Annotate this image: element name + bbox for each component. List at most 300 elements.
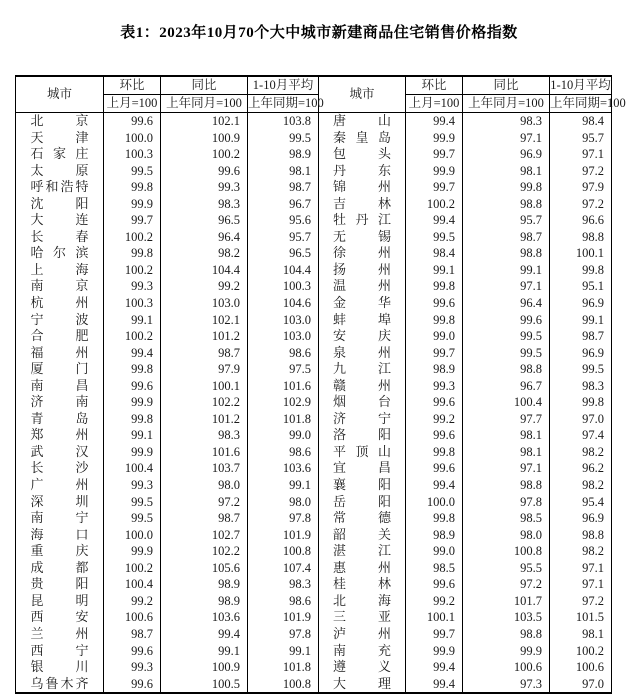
index-value-cell: 99.9 <box>104 196 161 213</box>
city-cell: 徐 州 <box>319 245 406 262</box>
index-value-cell: 102.9 <box>248 394 319 411</box>
index-value-cell: 99.5 <box>104 494 161 511</box>
index-value-cell: 98.7 <box>550 328 612 345</box>
index-value-cell: 102.2 <box>161 543 248 560</box>
index-value-cell: 100.5 <box>161 676 248 694</box>
index-value-cell: 101.5 <box>550 609 612 626</box>
index-value-cell: 97.2 <box>550 163 612 180</box>
index-value-cell: 100.3 <box>248 278 319 295</box>
index-value-cell: 100.6 <box>104 609 161 626</box>
col-header-mom-right: 环比 <box>406 76 463 95</box>
city-cell: 武 汉 <box>30 443 89 459</box>
index-value-cell: 99.4 <box>406 659 463 676</box>
index-value-cell: 97.1 <box>463 130 550 147</box>
city-cell: 常 德 <box>319 510 406 527</box>
city-cell: 西 安 <box>30 609 89 625</box>
index-value-cell: 99.2 <box>104 593 161 610</box>
city-cell: 赣 州 <box>319 378 406 395</box>
city-cell: 金 华 <box>319 295 406 312</box>
index-value-cell: 103.0 <box>248 328 319 345</box>
city-cell: 厦 门 <box>30 361 89 377</box>
city-cell: 温 州 <box>319 278 406 295</box>
city-cell: 长 沙 <box>30 460 89 476</box>
col-subheader-mom-base-right: 上月=100 <box>406 95 463 113</box>
city-cell: 扬 州 <box>319 262 406 279</box>
index-value-cell: 98.7 <box>104 626 161 643</box>
city-cell: 宁 波 <box>30 311 89 327</box>
index-value-cell: 97.1 <box>550 560 612 577</box>
index-value-cell: 98.9 <box>406 527 463 544</box>
city-cell: 九 江 <box>319 361 406 378</box>
table-row <box>16 345 612 362</box>
city-cell: 北 京 <box>30 113 89 128</box>
index-value-cell: 99.8 <box>406 278 463 295</box>
index-value-cell: 99.5 <box>104 510 161 527</box>
index-value-cell: 99.6 <box>406 427 463 444</box>
index-value-cell: 100.2 <box>104 229 161 246</box>
col-subheader-yoy-base-left: 上年同月=100 <box>161 95 248 113</box>
city-cell: 福 州 <box>30 344 89 360</box>
index-value-cell: 100.8 <box>463 543 550 560</box>
city-cell: 石 家 庄 <box>30 146 89 162</box>
index-value-cell: 98.4 <box>406 245 463 262</box>
city-cell: 天 津 <box>30 129 89 145</box>
city-cell: 秦 皇 岛 <box>319 130 406 147</box>
table-row <box>16 626 612 643</box>
index-value-cell: 103.8 <box>248 113 319 130</box>
index-value-cell: 99.6 <box>104 378 161 395</box>
index-value-cell: 98.2 <box>161 245 248 262</box>
index-value-cell: 97.1 <box>550 576 612 593</box>
index-value-cell: 99.6 <box>104 643 161 660</box>
index-value-cell: 102.2 <box>161 394 248 411</box>
index-value-cell: 98.1 <box>463 444 550 461</box>
index-value-cell: 97.3 <box>463 676 550 694</box>
table-row <box>16 576 612 593</box>
index-value-cell: 98.8 <box>463 245 550 262</box>
index-value-cell: 95.7 <box>248 229 319 246</box>
index-value-cell: 99.6 <box>104 676 161 694</box>
index-value-cell: 99.1 <box>248 477 319 494</box>
index-value-cell: 97.0 <box>550 676 612 694</box>
table-row <box>16 427 612 444</box>
index-value-cell: 99.1 <box>104 427 161 444</box>
index-value-cell: 98.5 <box>406 560 463 577</box>
index-value-cell: 98.8 <box>463 626 550 643</box>
city-cell: 岳 阳 <box>319 494 406 511</box>
table-row <box>16 278 612 295</box>
city-cell: 大 连 <box>30 212 89 228</box>
index-value-cell: 97.2 <box>463 576 550 593</box>
city-cell: 南 京 <box>30 278 89 294</box>
index-value-cell: 98.6 <box>248 444 319 461</box>
index-value-cell: 100.4 <box>104 460 161 477</box>
index-value-cell: 95.5 <box>463 560 550 577</box>
index-value-cell: 99.1 <box>550 312 612 329</box>
city-cell: 吉 林 <box>319 196 406 213</box>
table-header <box>16 76 626 113</box>
index-value-cell: 99.6 <box>463 312 550 329</box>
city-cell: 惠 州 <box>319 560 406 577</box>
col-header-mom-left: 环比 <box>104 76 161 95</box>
index-value-cell: 97.9 <box>550 179 612 196</box>
index-value-cell: 99.8 <box>104 245 161 262</box>
index-value-cell: 100.0 <box>104 527 161 544</box>
index-value-cell: 100.4 <box>104 576 161 593</box>
index-value-cell: 99.7 <box>406 345 463 362</box>
index-value-cell: 103.0 <box>161 295 248 312</box>
index-value-cell: 99.9 <box>463 643 550 660</box>
city-cell: 成 都 <box>30 559 89 575</box>
index-value-cell: 97.9 <box>161 361 248 378</box>
table-row <box>16 659 612 676</box>
table-row <box>16 328 612 345</box>
index-value-cell: 99.3 <box>104 477 161 494</box>
city-cell: 湛 江 <box>319 543 406 560</box>
index-value-cell: 98.3 <box>161 196 248 213</box>
index-value-cell: 99.6 <box>406 295 463 312</box>
index-value-cell: 99.3 <box>406 378 463 395</box>
index-value-cell: 95.7 <box>463 212 550 229</box>
index-value-cell: 97.1 <box>463 460 550 477</box>
index-value-cell: 96.9 <box>463 146 550 163</box>
index-value-cell: 98.0 <box>463 527 550 544</box>
index-value-cell: 99.9 <box>104 394 161 411</box>
table-row <box>16 163 612 180</box>
index-value-cell: 99.8 <box>550 262 612 279</box>
city-cell: 襄 阳 <box>319 477 406 494</box>
index-value-cell: 100.2 <box>104 262 161 279</box>
index-value-cell: 96.9 <box>550 295 612 312</box>
index-value-cell: 99.9 <box>104 543 161 560</box>
index-value-cell: 99.4 <box>406 113 463 130</box>
col-header-city-left: 城市 <box>16 76 104 113</box>
table-row <box>16 543 612 560</box>
index-value-cell: 99.7 <box>406 626 463 643</box>
index-value-cell: 99.6 <box>104 113 161 130</box>
index-value-cell: 102.1 <box>161 113 248 130</box>
index-value-cell: 97.1 <box>550 146 612 163</box>
index-value-cell: 104.4 <box>248 262 319 279</box>
index-value-cell: 98.8 <box>463 477 550 494</box>
index-value-cell: 99.9 <box>406 130 463 147</box>
index-value-cell: 95.1 <box>550 278 612 295</box>
city-cell: 大 理 <box>319 676 406 694</box>
index-value-cell: 99.8 <box>463 179 550 196</box>
index-value-cell: 99.0 <box>248 427 319 444</box>
index-value-cell: 99.5 <box>463 345 550 362</box>
index-value-cell: 98.7 <box>161 510 248 527</box>
index-value-cell: 100.9 <box>161 659 248 676</box>
index-value-cell: 100.1 <box>406 609 463 626</box>
index-value-cell: 103.0 <box>248 312 319 329</box>
index-value-cell: 99.2 <box>161 278 248 295</box>
index-value-cell: 97.8 <box>463 494 550 511</box>
table-row <box>16 130 612 147</box>
city-cell: 海 口 <box>30 526 89 542</box>
table-row <box>16 378 612 395</box>
table-row <box>16 113 612 130</box>
price-index-table <box>15 75 626 694</box>
index-value-cell: 99.4 <box>104 345 161 362</box>
index-value-cell: 99.8 <box>104 179 161 196</box>
index-value-cell: 102.1 <box>161 312 248 329</box>
index-value-cell: 97.8 <box>248 626 319 643</box>
col-subheader-avg-base-right: 上年同期=100 <box>550 95 612 113</box>
index-value-cell: 99.7 <box>406 179 463 196</box>
index-value-cell: 99.3 <box>161 179 248 196</box>
city-cell: 韶 关 <box>319 527 406 544</box>
table-row <box>16 179 612 196</box>
city-cell: 桂 林 <box>319 576 406 593</box>
table-row <box>16 593 612 610</box>
index-value-cell: 100.9 <box>161 130 248 147</box>
table-row <box>16 245 612 262</box>
index-value-cell: 97.2 <box>161 494 248 511</box>
index-value-cell: 98.3 <box>463 113 550 130</box>
index-value-cell: 99.2 <box>406 593 463 610</box>
index-value-cell: 100.3 <box>104 295 161 312</box>
index-value-cell: 99.6 <box>406 460 463 477</box>
index-value-cell: 100.0 <box>104 130 161 147</box>
index-value-cell: 99.8 <box>550 394 612 411</box>
table-row <box>16 361 612 378</box>
city-cell: 哈 尔 滨 <box>30 245 89 261</box>
index-value-cell: 99.1 <box>248 643 319 660</box>
city-cell: 合 肥 <box>30 328 89 344</box>
page-title: 表1：2023年10月70个大中城市新建商品住宅销售价格指数 <box>120 25 518 41</box>
table-body <box>16 113 612 694</box>
table-row <box>16 394 612 411</box>
index-value-cell: 99.1 <box>463 262 550 279</box>
index-value-cell: 100.2 <box>406 196 463 213</box>
city-cell: 安 庆 <box>319 328 406 345</box>
index-value-cell: 98.0 <box>248 494 319 511</box>
city-cell: 遵 义 <box>319 659 406 676</box>
index-value-cell: 95.4 <box>550 494 612 511</box>
city-cell: 西 宁 <box>30 642 89 658</box>
index-value-cell: 96.2 <box>550 460 612 477</box>
index-value-cell: 99.5 <box>406 229 463 246</box>
city-cell: 上 海 <box>30 261 89 277</box>
index-value-cell: 100.8 <box>248 676 319 694</box>
index-value-cell: 99.5 <box>550 361 612 378</box>
city-cell: 兰 州 <box>30 625 89 641</box>
index-value-cell: 99.8 <box>406 444 463 461</box>
index-value-cell: 98.3 <box>248 576 319 593</box>
index-value-cell: 101.6 <box>161 444 248 461</box>
index-value-cell: 99.8 <box>406 510 463 527</box>
index-value-cell: 98.9 <box>248 146 319 163</box>
index-value-cell: 96.6 <box>550 212 612 229</box>
index-value-cell: 99.8 <box>104 361 161 378</box>
col-subheader-yoy-base-right: 上年同月=100 <box>463 95 550 113</box>
city-cell: 泸 州 <box>319 626 406 643</box>
index-value-cell: 98.9 <box>161 593 248 610</box>
city-cell: 深 圳 <box>30 493 89 509</box>
table-row <box>16 229 612 246</box>
col-header-avg-left: 1-10月平均 <box>248 76 319 95</box>
index-value-cell: 96.5 <box>248 245 319 262</box>
index-value-cell: 99.2 <box>406 411 463 428</box>
index-value-cell: 99.0 <box>406 328 463 345</box>
index-value-cell: 100.6 <box>550 659 612 676</box>
table-row <box>16 527 612 544</box>
index-value-cell: 99.1 <box>406 262 463 279</box>
city-cell: 广 州 <box>30 477 89 493</box>
index-value-cell: 98.3 <box>550 378 612 395</box>
index-value-cell: 98.8 <box>550 527 612 544</box>
table-row <box>16 676 612 694</box>
index-value-cell: 97.7 <box>463 411 550 428</box>
index-value-cell: 98.1 <box>463 427 550 444</box>
index-value-cell: 99.1 <box>161 643 248 660</box>
index-value-cell: 101.8 <box>248 659 319 676</box>
city-cell: 杭 州 <box>30 295 89 311</box>
index-value-cell: 98.9 <box>406 361 463 378</box>
index-value-cell: 101.9 <box>248 527 319 544</box>
index-value-cell: 103.6 <box>248 460 319 477</box>
index-value-cell: 103.6 <box>161 609 248 626</box>
index-value-cell: 102.7 <box>161 527 248 544</box>
index-value-cell: 98.8 <box>463 196 550 213</box>
index-value-cell: 98.1 <box>550 626 612 643</box>
index-value-cell: 99.8 <box>406 312 463 329</box>
table-row <box>16 312 612 329</box>
city-cell: 无 锡 <box>319 229 406 246</box>
city-cell: 昆 明 <box>30 592 89 608</box>
city-cell: 蚌 埠 <box>319 312 406 329</box>
index-value-cell: 100.1 <box>550 245 612 262</box>
header-row-2 <box>16 95 612 113</box>
index-value-cell: 103.7 <box>161 460 248 477</box>
table-row <box>16 477 612 494</box>
index-value-cell: 99.6 <box>161 163 248 180</box>
index-value-cell: 97.2 <box>550 196 612 213</box>
city-cell: 沈 阳 <box>30 195 89 211</box>
city-cell: 包 头 <box>319 146 406 163</box>
table-row <box>16 510 612 527</box>
index-value-cell: 105.6 <box>161 560 248 577</box>
city-cell: 丹 东 <box>319 163 406 180</box>
city-cell: 南 昌 <box>30 377 89 393</box>
index-value-cell: 96.4 <box>161 229 248 246</box>
index-value-cell: 99.1 <box>104 312 161 329</box>
index-value-cell: 100.6 <box>463 659 550 676</box>
index-value-cell: 96.7 <box>248 196 319 213</box>
index-value-cell: 98.1 <box>463 163 550 180</box>
city-cell: 烟 台 <box>319 394 406 411</box>
table-row <box>16 295 612 312</box>
city-cell: 太 原 <box>30 162 89 178</box>
index-value-cell: 96.7 <box>463 378 550 395</box>
index-value-cell: 99.4 <box>406 477 463 494</box>
index-value-cell: 99.0 <box>406 543 463 560</box>
index-value-cell: 107.4 <box>248 560 319 577</box>
index-value-cell: 101.7 <box>463 593 550 610</box>
city-cell: 青 岛 <box>30 410 89 426</box>
city-cell: 济 宁 <box>319 411 406 428</box>
index-value-cell: 99.5 <box>463 328 550 345</box>
index-value-cell: 99.4 <box>161 626 248 643</box>
index-value-cell: 100.0 <box>406 494 463 511</box>
city-cell: 郑 州 <box>30 427 89 443</box>
index-value-cell: 100.4 <box>463 394 550 411</box>
col-header-city-right: 城市 <box>319 76 406 113</box>
city-cell: 平 顶 山 <box>319 444 406 461</box>
city-cell: 乌 鲁 木 齐 <box>30 675 89 691</box>
index-value-cell: 101.6 <box>248 378 319 395</box>
table-row <box>16 146 612 163</box>
index-value-cell: 101.8 <box>248 411 319 428</box>
index-value-cell: 100.3 <box>104 146 161 163</box>
city-cell: 南 宁 <box>30 510 89 526</box>
index-value-cell: 100.2 <box>104 560 161 577</box>
index-value-cell: 100.8 <box>248 543 319 560</box>
index-value-cell: 98.2 <box>550 543 612 560</box>
index-value-cell: 98.0 <box>161 477 248 494</box>
index-value-cell: 99.5 <box>104 163 161 180</box>
city-cell: 北 海 <box>319 593 406 610</box>
index-value-cell: 95.7 <box>550 130 612 147</box>
index-value-cell: 99.9 <box>406 643 463 660</box>
index-value-cell: 101.2 <box>161 328 248 345</box>
city-cell: 泉 州 <box>319 345 406 362</box>
table-row <box>16 196 612 213</box>
index-value-cell: 95.6 <box>248 212 319 229</box>
table-row <box>16 560 612 577</box>
index-value-cell: 98.3 <box>161 427 248 444</box>
index-value-cell: 99.6 <box>406 394 463 411</box>
index-value-cell: 99.5 <box>248 130 319 147</box>
col-header-yoy-right: 同比 <box>463 76 550 95</box>
index-value-cell: 99.9 <box>406 163 463 180</box>
index-value-cell: 97.5 <box>248 361 319 378</box>
table-row <box>16 643 612 660</box>
index-value-cell: 98.2 <box>550 444 612 461</box>
index-value-cell: 98.8 <box>463 361 550 378</box>
index-value-cell: 99.8 <box>104 411 161 428</box>
index-value-cell: 98.2 <box>550 477 612 494</box>
index-value-cell: 104.4 <box>161 262 248 279</box>
index-value-cell: 98.4 <box>550 113 612 130</box>
index-value-cell: 96.4 <box>463 295 550 312</box>
table-row <box>16 262 612 279</box>
col-subheader-mom-base-left: 上月=100 <box>104 95 161 113</box>
table-row <box>16 444 612 461</box>
city-cell: 南 充 <box>319 643 406 660</box>
index-value-cell: 97.4 <box>550 427 612 444</box>
index-value-cell: 100.2 <box>161 146 248 163</box>
col-subheader-avg-base-left: 上年同期=100 <box>248 95 319 113</box>
city-cell: 呼 和 浩 特 <box>30 179 89 195</box>
index-value-cell: 98.8 <box>550 229 612 246</box>
city-cell: 银 川 <box>30 659 89 675</box>
city-cell: 济 南 <box>30 394 89 410</box>
col-header-avg-right: 1-10月平均 <box>550 76 612 95</box>
index-value-cell: 98.9 <box>161 576 248 593</box>
city-cell: 贵 阳 <box>30 576 89 592</box>
table-row <box>16 411 612 428</box>
index-value-cell: 101.2 <box>161 411 248 428</box>
index-value-cell: 100.2 <box>550 643 612 660</box>
header-row-1 <box>16 76 612 95</box>
index-value-cell: 100.1 <box>161 378 248 395</box>
index-value-cell: 97.8 <box>248 510 319 527</box>
table-row <box>16 212 612 229</box>
index-value-cell: 103.5 <box>463 609 550 626</box>
index-value-cell: 98.6 <box>248 593 319 610</box>
